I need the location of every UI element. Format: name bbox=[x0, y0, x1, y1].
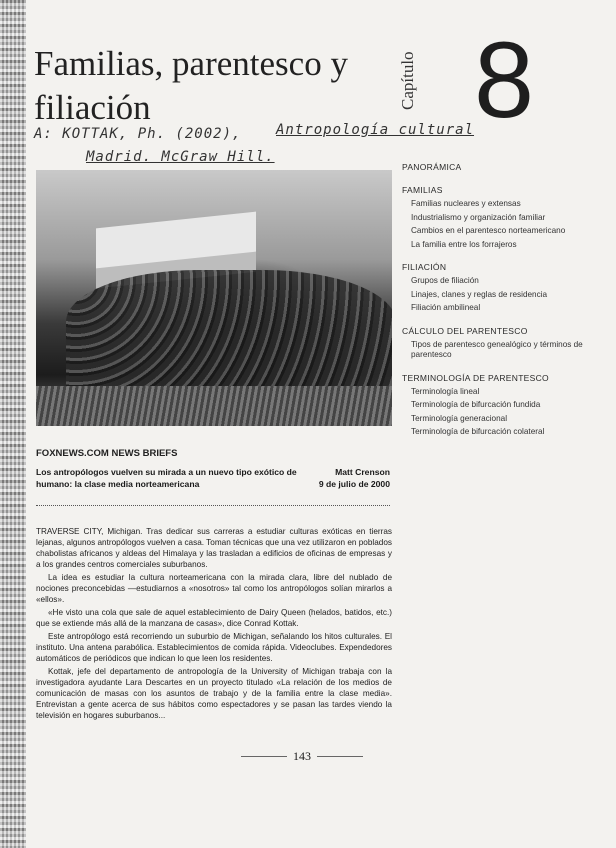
article-paragraph: La idea es estudiar la cultura norteamericana con la mirada clara, libre del nublado de nociones preconcebidas —estudiarnos a «nosotros» tal como los antropólogos solían mirarlos a «ellos». bbox=[36, 573, 392, 604]
article-paragraph: «He visto una cola que sale de aquel establecimiento de Dairy Queen (helados, batidos, etc.) que se extiende más allá de la manzana de casas», dice Conrad Kottak. bbox=[36, 608, 392, 628]
outline-item: Filiación ambilineal bbox=[411, 303, 481, 312]
article-paragraph: TRAVERSE CITY, Michigan. Tras dedicar sus carreras a estudiar culturas exóticas en tierras lejanas, algunos antropólogos vuelven a casa. Toman técnicas que una vez utilizaron en poblados chabolistas africanos y aldeas del Himalaya y las trasladan a edificios de oficinas de empresas y a los grandes centros comerciales suburbanos. bbox=[36, 527, 392, 569]
outline-item: Cambios en el parentesco norteamericano bbox=[411, 226, 566, 235]
outline-item: Terminología generacional bbox=[411, 413, 508, 423]
footer-rule-left bbox=[241, 756, 287, 757]
chapter-number: 8 bbox=[474, 19, 535, 140]
outline-item: Terminología de bifurcación fundida bbox=[411, 400, 541, 409]
group-photo bbox=[36, 170, 392, 426]
outline-heading: FAMILIAS bbox=[402, 185, 443, 195]
page-number: 143 bbox=[293, 749, 311, 764]
chapter-label: Capítulo bbox=[398, 51, 417, 110]
photo-ground bbox=[36, 386, 392, 426]
outline-item: Familias nucleares y extensas bbox=[411, 199, 521, 208]
outline-item: Industrialismo y organización familiar bbox=[411, 212, 546, 222]
footer-rule-right bbox=[317, 756, 363, 757]
outline-item: Linajes, clanes y reglas de residencia bbox=[411, 289, 548, 299]
article-body bbox=[36, 526, 392, 723]
handwritten-citation-line2: Madrid. McGraw Hill. bbox=[86, 149, 275, 165]
photo-crowd bbox=[66, 270, 392, 400]
outline-heading: TERMINOLOGÍA DE PARENTESCO bbox=[402, 372, 549, 383]
news-author: Matt Crenson bbox=[335, 467, 390, 477]
news-byline bbox=[296, 466, 390, 490]
outline-heading: PANORÁMICA bbox=[402, 162, 462, 172]
article-paragraph: Kottak, jefe del departamento de antropología de la University of Michigan trabaja con la investigadora ayudante Lara Descartes en un proyecto titulado «La relación de los medios de comunicación de masas con los asuntos de trabajo y de la familia entre la clase media». Entrevistan a gente acerca de sus hábitos como espectadores y se pasan las tardes viendo la televisión en hogares suburbanos... bbox=[36, 667, 392, 720]
news-date: 9 de julio de 2000 bbox=[318, 479, 390, 489]
news-headline: Los antropólogos vuelven su mirada a un nuevo tipo exótico de humano: la clase media norteamericana bbox=[36, 467, 297, 489]
outline-heading: FILIACIÓN bbox=[402, 262, 447, 272]
chapter-title: Familias, parentesco y filiación bbox=[34, 44, 348, 127]
outline-item: Grupos de filiación bbox=[411, 276, 479, 285]
scan-edge-strip bbox=[0, 0, 26, 848]
news-source: FOXNEWS.COM NEWS BRIEFS bbox=[36, 448, 178, 459]
outline-item: Tipos de parentesco genealógico y términos de parentesco bbox=[411, 339, 583, 359]
outline-heading: CÁLCULO DEL PARENTESCO bbox=[402, 325, 528, 336]
handwritten-citation-book: Antropología cultural bbox=[276, 122, 475, 138]
chapter-outline bbox=[402, 162, 598, 438]
outline-item: Terminología de bifurcación colateral bbox=[411, 427, 545, 436]
dotted-divider bbox=[36, 505, 390, 506]
article-paragraph: Este antropólogo está recorriendo un suburbio de Michigan, señalando los hitos culturales. El instituto. Una antena parabólica. Establecimientos de comida rápida. Videoclubes. Expendedores automáticos de periódicos que indican lo que leen los residentes. bbox=[36, 632, 392, 663]
outline-item: Terminología lineal bbox=[411, 386, 480, 396]
outline-item: La familia entre los forrajeros bbox=[411, 239, 517, 249]
page-footer bbox=[214, 748, 390, 766]
handwritten-citation-line1: A: KOTTAK, Ph. (2002), bbox=[34, 126, 242, 142]
